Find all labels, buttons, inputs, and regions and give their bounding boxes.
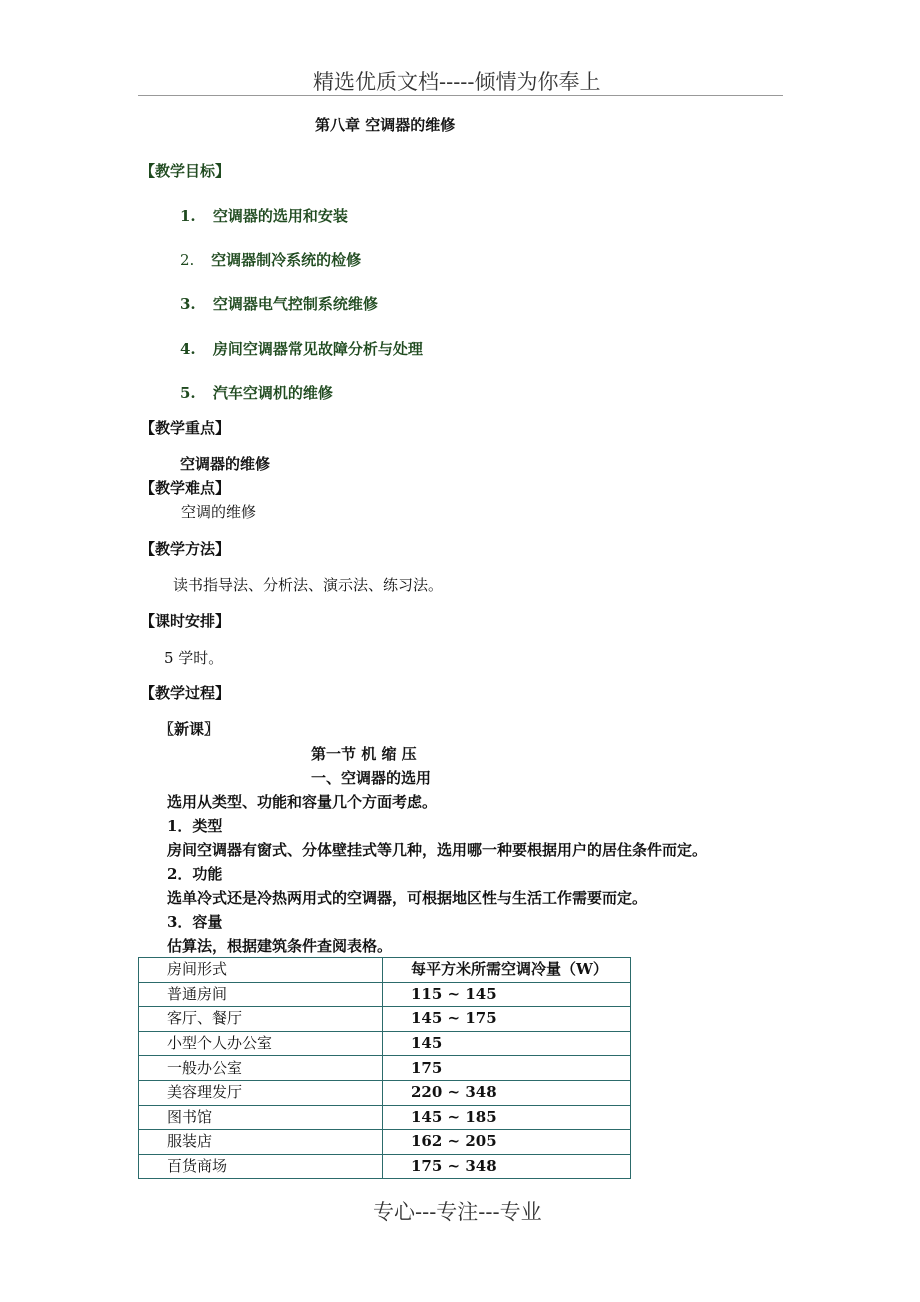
- room-type-cell: 一般办公室: [139, 1056, 383, 1081]
- objectives-heading: 【教学目标】: [140, 162, 231, 180]
- table-row: [139, 982, 631, 1007]
- objective-item-5: [180, 382, 333, 403]
- chapter-title: 第八章 空调器的维修: [315, 116, 456, 134]
- running-footer: 专心---专注---专业: [373, 1200, 542, 1224]
- objective-number: 2.: [180, 251, 195, 269]
- capacity-text: 估算法，根据建筑条件查阅表格。: [167, 937, 393, 955]
- table-row: [139, 1130, 631, 1155]
- process-heading: 【教学过程】: [140, 684, 231, 702]
- table-row: [139, 1056, 631, 1081]
- running-header: 精选优质文档-----倾情为你奉上: [313, 70, 601, 94]
- objective-text: 房间空调器常见故障分析与处理: [212, 340, 423, 358]
- objective-item-2: [180, 249, 361, 270]
- difficulty-text: 空调的维修: [181, 503, 257, 521]
- capacity-cell: 175: [383, 1056, 631, 1081]
- table-row: [139, 1031, 631, 1056]
- table-row: [139, 1154, 631, 1179]
- room-type-cell: 图书馆: [139, 1105, 383, 1130]
- section-subtitle: 一、空调器的选用: [311, 769, 432, 787]
- capacity-cell: 220 ~ 348: [383, 1080, 631, 1105]
- capacity-cell: 145: [383, 1031, 631, 1056]
- method-text: 读书指导法、分析法、演示法、练习法。: [173, 576, 444, 594]
- type-text: 房间空调器有窗式、分体壁挂式等几种，选用哪一种要根据用户的居住条件而定。: [167, 841, 708, 859]
- type-heading: 1．类型: [167, 817, 223, 835]
- capacity-cell: 162 ~ 205: [383, 1130, 631, 1155]
- section-intro: 选用从类型、功能和容量几个方面考虑。: [167, 793, 438, 811]
- table-row: [139, 1080, 631, 1105]
- capacity-cell: 175 ~ 348: [383, 1154, 631, 1179]
- room-type-cell: 服装店: [139, 1130, 383, 1155]
- objective-number: 1.: [180, 207, 196, 225]
- objective-text: 空调器制冷系统的检修: [211, 251, 362, 269]
- objective-number: 5.: [180, 384, 196, 402]
- room-type-cell: 普通房间: [139, 982, 383, 1007]
- objective-item-1: [180, 205, 348, 226]
- objective-text: 空调器电气控制系统维修: [212, 295, 378, 313]
- room-type-cell: 客厅、餐厅: [139, 1007, 383, 1032]
- objective-number: 4.: [180, 340, 196, 358]
- objective-item-3: [180, 293, 378, 314]
- objective-text: 空调器的选用和安装: [212, 207, 348, 225]
- objective-item-4: [180, 338, 423, 359]
- schedule-heading: 【课时安排】: [140, 612, 231, 630]
- function-text: 选单冷式还是冷热两用式的空调器，可根据地区性与生活工作需要而定。: [167, 889, 648, 907]
- capacity-cell: 145 ~ 175: [383, 1007, 631, 1032]
- objective-number: 3.: [180, 295, 196, 313]
- cooling-capacity-table: [138, 957, 631, 1179]
- room-type-cell: 美容理发厅: [139, 1080, 383, 1105]
- objective-text: 汽车空调机的维修: [212, 384, 333, 402]
- difficulty-heading: 【教学难点】: [140, 479, 231, 497]
- header-divider: [138, 95, 783, 96]
- table-header-row: [139, 958, 631, 983]
- key-point-text: 空调器的维修: [180, 455, 271, 473]
- function-heading: 2．功能: [167, 865, 223, 883]
- room-type-cell: 百货商场: [139, 1154, 383, 1179]
- capacity-cell: 145 ~ 185: [383, 1105, 631, 1130]
- capacity-heading: 3．容量: [167, 913, 223, 931]
- capacity-cell: 115 ~ 145: [383, 982, 631, 1007]
- section-title: 第一节 机 缩 压: [311, 745, 417, 763]
- schedule-text: 5 学时。: [164, 649, 224, 667]
- table-row: [139, 1007, 631, 1032]
- table-header-cell: 每平方米所需空调冷量（W）: [383, 958, 631, 983]
- method-heading: 【教学方法】: [140, 540, 231, 558]
- table-header-cell: 房间形式: [139, 958, 383, 983]
- new-lesson-label: 〖新课〗: [159, 720, 220, 738]
- room-type-cell: 小型个人办公室: [139, 1031, 383, 1056]
- key-point-heading: 【教学重点】: [140, 419, 231, 437]
- table-row: [139, 1105, 631, 1130]
